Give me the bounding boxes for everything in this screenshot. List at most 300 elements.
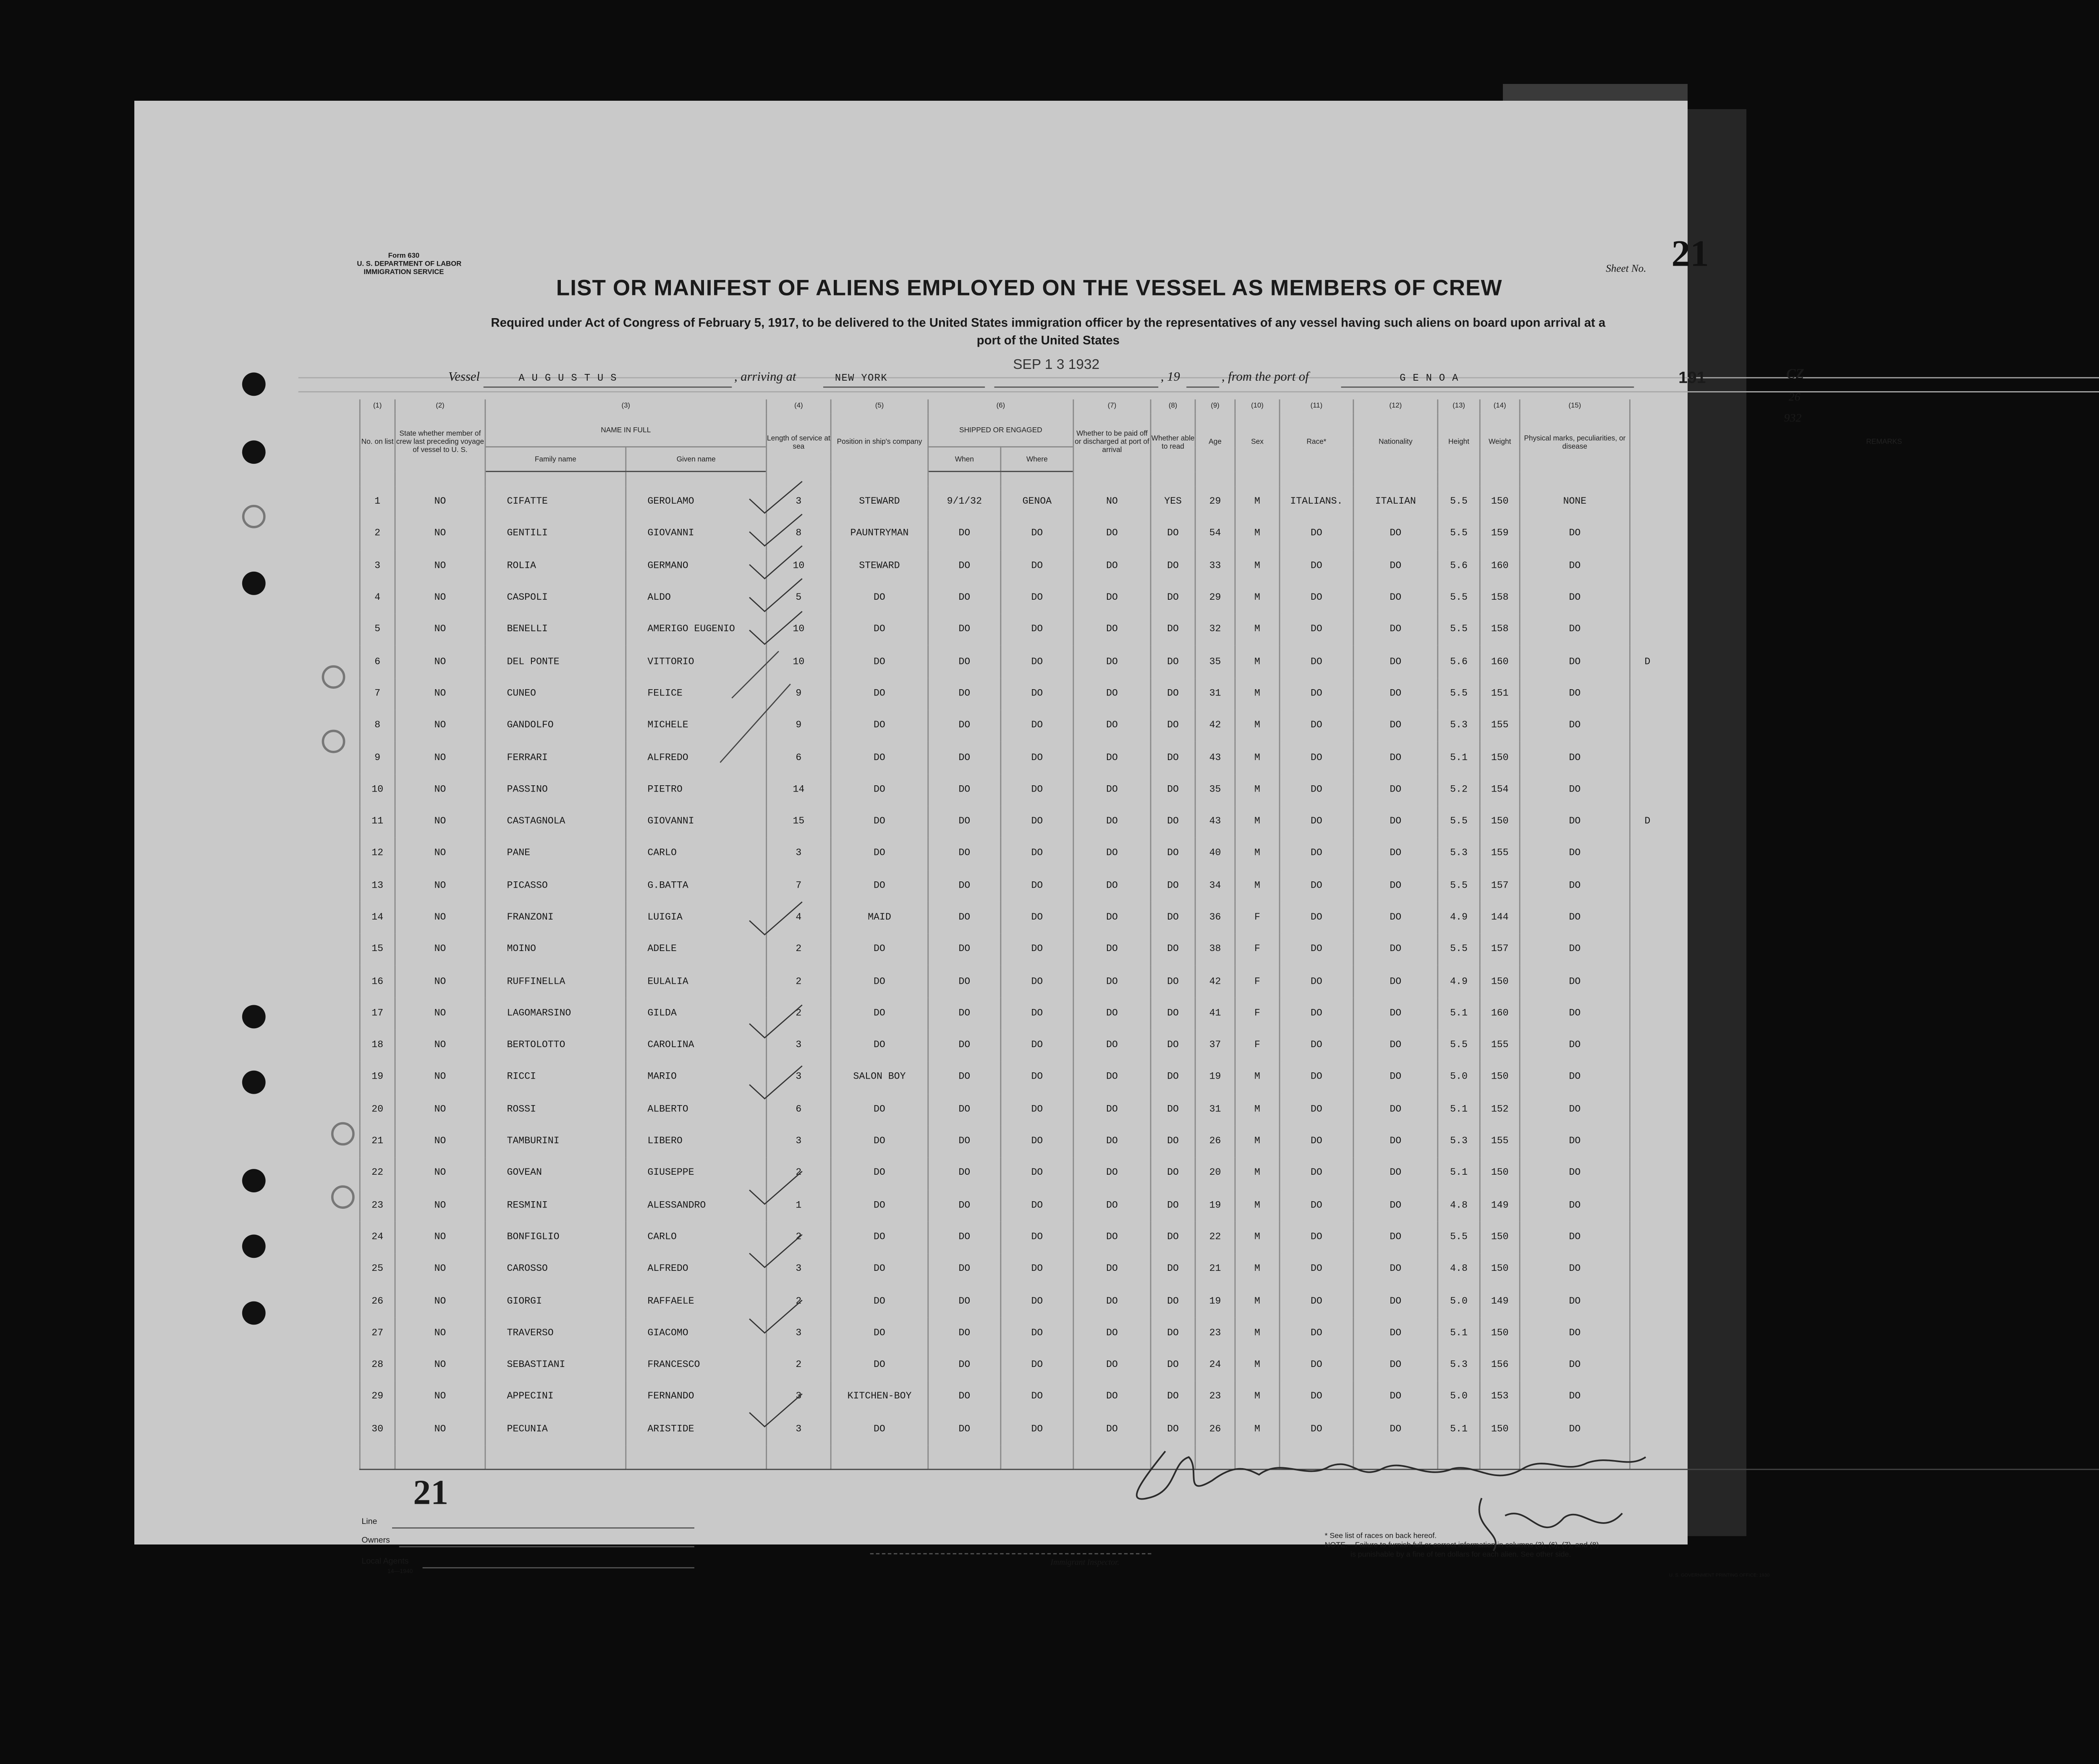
cell-race: DO [1280,518,1353,550]
cell-state: NO [395,710,485,742]
table-row [360,1221,2099,1253]
cell-given: FERNANDO [626,1381,767,1413]
cell-given: GIOVANNI [626,806,767,838]
cell-given: ARISTIDE [626,1413,767,1445]
cell-no: 6 [360,646,395,678]
cell-race: DO [1280,710,1353,742]
header-position: Position in ship's company [831,413,928,471]
cell-where: DO [1001,550,1073,582]
cell-no: 8 [360,710,395,742]
cell-when: DO [928,774,1001,806]
cell-remarks [1630,774,2099,806]
binder-hole [242,1301,266,1325]
cell-nationality: DO [1353,934,1438,966]
cell-paid: DO [1073,1126,1151,1158]
cell-no: 14 [360,902,395,934]
cell-read: YES [1151,486,1195,518]
table-row [360,1126,2099,1158]
cell-state: NO [395,1221,485,1253]
margin-note-1: 26 [1788,391,1801,404]
cell-age: 26 [1195,1126,1235,1158]
col-num: (2) [395,400,485,413]
cell-when: DO [928,998,1001,1030]
cell-where: DO [1001,1030,1073,1061]
year-label: , 19 [1160,370,1180,384]
cell-no: 18 [360,1030,395,1061]
cell-no: 10 [360,774,395,806]
cell-sex: M [1235,1126,1280,1158]
form-department: U. S. DEPARTMENT OF LABOR [357,261,462,269]
cell-race: DO [1280,1381,1353,1413]
cell-where: DO [1001,934,1073,966]
cell-state: NO [395,934,485,966]
cell-no: 28 [360,1349,395,1381]
cell-height: 5.3 [1438,1126,1480,1158]
cell-remarks [1630,710,2099,742]
cell-age: 43 [1195,742,1235,774]
cell-service: 3 [767,838,831,870]
col-num: (13) [1438,400,1480,413]
cell-family: GIORGI [485,1286,626,1317]
cell-read: DO [1151,646,1195,678]
cell-state: NO [395,646,485,678]
cell-family: CASTAGNOLA [485,806,626,838]
cell-given: ALFREDO [626,742,767,774]
cell-physical: DO [1520,966,1630,998]
from-port-label: , from the port of [1221,370,1309,384]
footnote-note: NOTE.—Failure to furnish full or correct information in columns (3), (6), (7), and (8) [1324,1541,1599,1550]
cell-given: CARLO [626,1221,767,1253]
cell-read: DO [1151,614,1195,646]
cell-race: DO [1280,774,1353,806]
cell-age: 31 [1195,678,1235,710]
cell-physical: DO [1520,742,1630,774]
cell-no: 21 [360,1126,395,1158]
cell-sex: M [1235,742,1280,774]
cell-given: ALDO [626,582,767,614]
sheet-number-stamp: 21 [413,1473,448,1512]
cell-where: DO [1001,902,1073,934]
header-no-on-list: No. on list [360,413,395,471]
cell-given: CAROLINA [626,1030,767,1061]
cell-age: 41 [1195,998,1235,1030]
cell-where: DO [1001,1381,1073,1413]
cell-paid: DO [1073,902,1151,934]
cell-service: 1 [767,1189,831,1221]
cell-height: 5.6 [1438,646,1480,678]
cell-where: DO [1001,646,1073,678]
form-number: Form 630 [388,253,420,260]
cell-where: DO [1001,710,1073,742]
cell-family: BERTOLOTTO [485,1030,626,1061]
cell-state: NO [395,1094,485,1126]
cell-remarks [1630,1317,2099,1349]
cell-paid: DO [1073,998,1151,1030]
cell-weight: 160 [1480,998,1520,1030]
cell-race: DO [1280,998,1353,1030]
header-nationality: Nationality [1353,413,1438,471]
subtitle-line-1: Required under Act of Congress of February 5, 1917, to be delivered to the United States immigration officer by the representatives of any vessel having such aliens on board upon arrival at a [491,316,1606,330]
cell-family: CIFATTE [485,486,626,518]
cell-physical: DO [1520,1286,1630,1317]
cell-sex: M [1235,1381,1280,1413]
cell-physical: DO [1520,518,1630,550]
cell-given: GERMANO [626,550,767,582]
cell-age: 19 [1195,1286,1235,1317]
cell-nationality: DO [1353,806,1438,838]
table-row [360,998,2099,1030]
cell-weight: 160 [1480,646,1520,678]
cell-state: NO [395,998,485,1030]
cell-when: DO [928,742,1001,774]
cell-age: 19 [1195,1061,1235,1093]
cell-race: DO [1280,742,1353,774]
cell-height: 5.1 [1438,1317,1480,1349]
cell-service: 14 [767,774,831,806]
cell-position: DO [831,646,928,678]
cell-position: DO [831,582,928,614]
cell-service: 3 [767,1061,831,1093]
cell-when: DO [928,614,1001,646]
footnote-fine: is punishable by a fine of ten dollars for each alien. See other side. [1350,1551,1571,1559]
cell-nationality: DO [1353,1126,1438,1158]
cell-remarks [1630,614,2099,646]
binder-ring [331,1185,355,1209]
cell-remarks [1630,966,2099,998]
cell-paid: DO [1073,1094,1151,1126]
col-num: (8) [1151,400,1195,413]
cell-where: DO [1001,998,1073,1030]
table-row [360,486,2099,518]
header-race: Race* [1280,413,1353,471]
cell-age: 20 [1195,1158,1235,1189]
cell-weight: 155 [1480,710,1520,742]
cell-nationality: DO [1353,1381,1438,1413]
cell-position: DO [831,998,928,1030]
cell-when: DO [928,710,1001,742]
cell-when: DO [928,838,1001,870]
cell-position: DO [831,1253,928,1285]
cell-paid: DO [1073,582,1151,614]
binder-hole [242,572,266,595]
cell-weight: 157 [1480,870,1520,902]
cell-position: DO [831,710,928,742]
cell-state: NO [395,1061,485,1093]
cell-family: FRANZONI [485,902,626,934]
header-age: Age [1195,413,1235,471]
cell-service: 10 [767,614,831,646]
date-stamp: SEP 1 3 1932 [1013,356,1100,373]
cell-weight: 155 [1480,1030,1520,1061]
cell-race: DO [1280,1286,1353,1317]
cell-where: DO [1001,1349,1073,1381]
cell-read: DO [1151,678,1195,710]
cell-remarks [1630,902,2099,934]
cell-paid: DO [1073,1253,1151,1285]
cell-sex: M [1235,838,1280,870]
cell-physical: DO [1520,806,1630,838]
cell-race: DO [1280,966,1353,998]
cell-race: DO [1280,1061,1353,1093]
cell-height: 5.5 [1438,486,1480,518]
cell-paid: DO [1073,1061,1151,1093]
cell-physical: DO [1520,1189,1630,1221]
cell-remarks [1630,1413,2099,1445]
cell-given: GIACOMO [626,1317,767,1349]
table-row [360,1189,2099,1221]
cell-age: 43 [1195,806,1235,838]
cell-service: 3 [767,1126,831,1158]
cell-given: GILDA [626,998,767,1030]
cell-family: FERRARI [485,742,626,774]
cell-state: NO [395,518,485,550]
cell-when: DO [928,1381,1001,1413]
cell-sex: M [1235,1253,1280,1285]
cell-position: DO [831,1413,928,1445]
footnote-races: * See list of races on back hereof. [1324,1532,1437,1540]
cell-sex: M [1235,646,1280,678]
cell-paid: DO [1073,1221,1151,1253]
cell-family: APPECINI [485,1381,626,1413]
cell-position: DO [831,838,928,870]
cell-physical: DO [1520,1094,1630,1126]
column-number-row [360,400,2099,413]
cell-sex: M [1235,774,1280,806]
cell-paid: DO [1073,1381,1151,1413]
form-header [357,253,462,278]
table-row [360,934,2099,966]
cell-remarks [1630,838,2099,870]
cell-when: DO [928,646,1001,678]
cell-physical: DO [1520,1317,1630,1349]
cell-paid: DO [1073,742,1151,774]
cell-height: 5.3 [1438,1349,1480,1381]
cell-where: DO [1001,966,1073,998]
cell-race: DO [1280,1253,1353,1285]
cell-nationality: DO [1353,678,1438,710]
cell-paid: DO [1073,1413,1151,1445]
cell-when: DO [928,1349,1001,1381]
cell-height: 5.0 [1438,1286,1480,1317]
cell-family: TRAVERSO [485,1317,626,1349]
cell-no: 7 [360,678,395,710]
cell-physical: DO [1520,774,1630,806]
binder-ring [331,1122,355,1146]
cell-where: DO [1001,1413,1073,1445]
arriving-port: NEW YORK [835,372,887,384]
cell-position: DO [831,1094,928,1126]
cell-nationality: DO [1353,550,1438,582]
cell-weight: 150 [1480,1413,1520,1445]
cell-sex: M [1235,1286,1280,1317]
cell-family: GENTILI [485,518,626,550]
cell-where: DO [1001,742,1073,774]
cell-height: 5.1 [1438,742,1480,774]
cell-physical: DO [1520,1221,1630,1253]
cell-age: 26 [1195,1413,1235,1445]
crew-manifest-table [359,400,2099,1470]
margin-note-top: CZ [1786,365,1804,382]
table-row [360,870,2099,902]
cell-when: DO [928,1030,1001,1061]
cell-physical: DO [1520,1381,1630,1413]
cell-read: DO [1151,1030,1195,1061]
cell-where: DO [1001,678,1073,710]
cell-read: DO [1151,1061,1195,1093]
header-given-name: Given name [626,447,767,472]
cell-age: 29 [1195,582,1235,614]
cell-race: DO [1280,646,1353,678]
cell-given: ALFREDO [626,1253,767,1285]
header-length-service: Length of service at sea [767,413,831,471]
cell-service: 2 [767,966,831,998]
cell-position: DO [831,806,928,838]
cell-age: 37 [1195,1030,1235,1061]
cell-race: DO [1280,1221,1353,1253]
cell-read: DO [1151,1126,1195,1158]
cell-nationality: DO [1353,1158,1438,1189]
cell-family: BONFIGLIO [485,1221,626,1253]
cell-read: DO [1151,1381,1195,1413]
header-able-read: Whether able to read [1151,413,1195,471]
cell-remarks [1630,582,2099,614]
cell-physical: DO [1520,1413,1630,1445]
cell-height: 4.8 [1438,1253,1480,1285]
cell-paid: DO [1073,710,1151,742]
cell-sex: M [1235,1221,1280,1253]
cell-sex: M [1235,1349,1280,1381]
cell-state: NO [395,582,485,614]
sheet-number: 21 [1671,232,1709,274]
cell-age: 19 [1195,1189,1235,1221]
cell-when: DO [928,1094,1001,1126]
cell-where: DO [1001,1061,1073,1093]
cell-when: DO [928,1317,1001,1349]
cell-when: DO [928,1126,1001,1158]
table-row [360,1317,2099,1349]
cell-age: 42 [1195,710,1235,742]
cell-nationality: DO [1353,614,1438,646]
cell-nationality: DO [1353,774,1438,806]
table-row [360,774,2099,806]
col-num: (15) [1520,400,1630,413]
cell-race: DO [1280,1413,1353,1445]
cell-weight: 150 [1480,1158,1520,1189]
cell-position: DO [831,678,928,710]
cell-weight: 157 [1480,934,1520,966]
cell-given: GIOVANNI [626,518,767,550]
cell-given: AMERIGO EUGENIO [626,614,767,646]
cell-sex: M [1235,678,1280,710]
cell-state: NO [395,1317,485,1349]
cell-given: GIUSEPPE [626,1158,767,1189]
cell-position: DO [831,742,928,774]
cell-nationality: DO [1353,1061,1438,1093]
cell-no: 30 [360,1413,395,1445]
cell-sex: M [1235,806,1280,838]
cell-paid: DO [1073,1349,1151,1381]
cell-weight: 158 [1480,614,1520,646]
cell-weight: 149 [1480,1286,1520,1317]
cell-physical: DO [1520,1126,1630,1158]
cell-weight: 150 [1480,806,1520,838]
cell-position: DO [831,1126,928,1158]
cell-where: DO [1001,1286,1073,1317]
cell-state: NO [395,966,485,998]
binder-hole [242,1234,266,1258]
cell-weight: 159 [1480,518,1520,550]
cell-physical: DO [1520,550,1630,582]
col-num: (12) [1353,400,1438,413]
cell-weight: 151 [1480,678,1520,710]
col-num: (5) [831,400,928,413]
cell-weight: 150 [1480,1061,1520,1093]
cell-no: 16 [360,966,395,998]
cell-race: DO [1280,614,1353,646]
cell-no: 4 [360,582,395,614]
cell-where: DO [1001,838,1073,870]
cell-when: DO [928,966,1001,998]
cell-sex: M [1235,1317,1280,1349]
cell-physical: DO [1520,710,1630,742]
cell-service: 2 [767,998,831,1030]
cell-position: DO [831,966,928,998]
cell-when: DO [928,550,1001,582]
cell-nationality: DO [1353,646,1438,678]
cell-read: DO [1151,742,1195,774]
binder-ring [322,665,345,689]
table-row [360,1061,2099,1093]
cell-race: DO [1280,1317,1353,1349]
from-port: G E N O A [1400,372,1459,384]
cell-given: MARIO [626,1061,767,1093]
cell-read: DO [1151,1158,1195,1189]
cell-paid: DO [1073,1286,1151,1317]
cell-remarks: D [1630,646,2099,678]
cell-weight: 156 [1480,1349,1520,1381]
table-row [360,1381,2099,1413]
cell-weight: 149 [1480,1189,1520,1221]
table-row [360,1286,2099,1317]
cell-nationality: DO [1353,710,1438,742]
margin-note-2: 932 [1784,412,1802,426]
cell-physical: DO [1520,1030,1630,1061]
cell-sex: M [1235,1158,1280,1189]
cell-given: EULALIA [626,966,767,998]
cell-read: DO [1151,710,1195,742]
cell-read: DO [1151,998,1195,1030]
cell-no: 22 [360,1158,395,1189]
cell-nationality: DO [1353,902,1438,934]
cell-state: NO [395,1253,485,1285]
cell-paid: DO [1073,1030,1151,1061]
cell-no: 26 [360,1286,395,1317]
printing-office: U. S. GOVERNMENT PRINTING OFFICE: 1930 [1669,1572,1770,1578]
cell-paid: DO [1073,550,1151,582]
cell-family: BENELLI [485,614,626,646]
cell-sex: F [1235,998,1280,1030]
table-row [360,614,2099,646]
cell-when: DO [928,1413,1001,1445]
cell-paid: DO [1073,934,1151,966]
cell-paid: DO [1073,774,1151,806]
cell-race: DO [1280,806,1353,838]
cell-when: DO [928,582,1001,614]
cell-where: DO [1001,806,1073,838]
cell-height: 5.0 [1438,1061,1480,1093]
cell-read: DO [1151,1253,1195,1285]
cell-weight: 155 [1480,1126,1520,1158]
